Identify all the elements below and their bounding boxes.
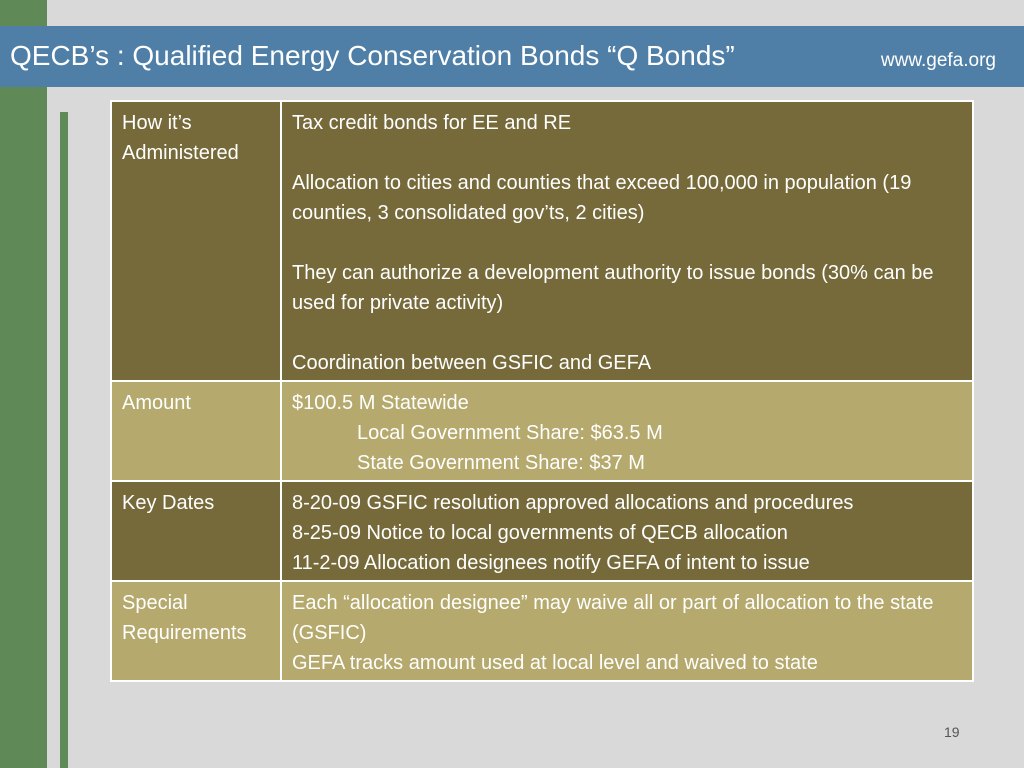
table-row-special-requirements (111, 581, 973, 681)
row-content (281, 481, 973, 581)
content-line: 8-20-09 GSFIC resolution approved allocations and procedures (292, 492, 854, 514)
decorative-green-bar-wide (0, 0, 47, 768)
title-band (0, 26, 1024, 87)
row-label: How it’s Administered (111, 101, 281, 381)
row-content (281, 101, 973, 381)
content-line: Tax credit bonds for EE and RE (292, 112, 572, 134)
content-line: 11-2-09 Allocation designees notify GEFA of intent to issue (292, 552, 810, 574)
row-content (281, 581, 973, 681)
row-label: Special Requirements (111, 581, 281, 681)
content-line: They can authorize a development authority to issue bonds (30% can be used for private activity) (292, 262, 934, 314)
content-line: Allocation to cities and counties that exceed 100,000 in population (19 counties, 3 consolidated gov’ts, 2 cities) (292, 172, 912, 224)
row-label: Amount (111, 381, 281, 481)
table-row-administered (111, 101, 973, 381)
qecb-info-table (110, 100, 974, 682)
table-row-key-dates (111, 481, 973, 581)
content-line: Local Government Share: $63.5 M (357, 422, 663, 444)
page-number: 19 (944, 724, 960, 740)
decorative-green-bar-thin (60, 112, 68, 768)
content-line: Each “allocation designee” may waive all or part of allocation to the state (GSFIC) (292, 592, 934, 644)
content-line: $100.5 M Statewide (292, 392, 469, 414)
row-label: Key Dates (111, 481, 281, 581)
content-line: 8-25-09 Notice to local governments of QECB allocation (292, 522, 788, 544)
content-line: GEFA tracks amount used at local level and waived to state (292, 652, 818, 674)
website-url: www.gefa.org (880, 50, 996, 71)
content-line: Coordination between GSFIC and GEFA (292, 352, 652, 374)
row-content (281, 381, 973, 481)
content-line: State Government Share: $37 M (357, 452, 645, 474)
table-row-amount (111, 381, 973, 481)
slide-title: QECB’s : Qualified Energy Conservation Bonds “Q Bonds” (10, 40, 735, 71)
